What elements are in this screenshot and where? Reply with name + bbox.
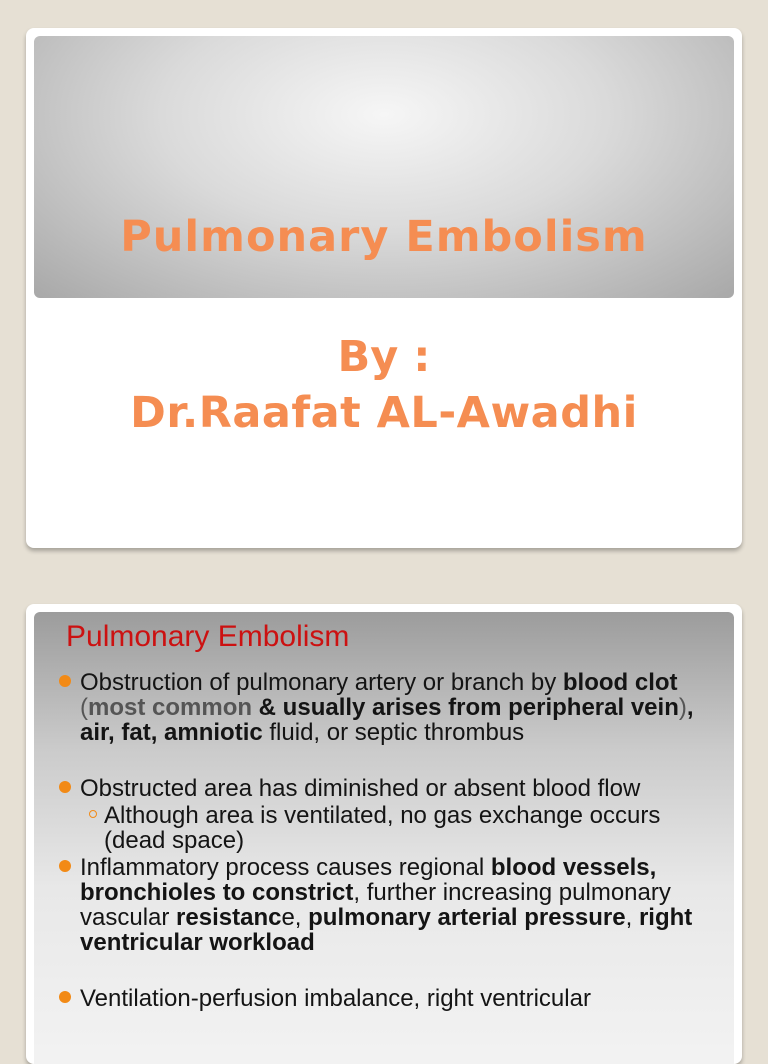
bullet-text: Ventilation-perfusion imbalance, right ventricular [80, 985, 591, 1012]
bullet-text: , further increasing pulmonary vascular [80, 879, 671, 931]
bullet-icon [59, 675, 71, 687]
bold-text: , air, fat, amniotic [80, 694, 694, 746]
sub-bullet-text: Although area is ventilated, no gas exchange occurs (dead space) [104, 802, 661, 854]
sub-bullet-list [80, 803, 726, 853]
bold-text: blood clot [562, 669, 678, 696]
bullet-text: Obstructed area has diminished or absent blood flow [80, 775, 641, 802]
bullet-text: Inflammatory process causes regional [80, 854, 491, 881]
bullet-text: , [625, 904, 639, 931]
bold-gray-text: most common [88, 694, 253, 721]
bullet-item [56, 855, 726, 955]
bullet-icon [59, 781, 71, 793]
content-slide [26, 604, 742, 1064]
bullet-text: e, [281, 904, 309, 931]
paren-close: ) [678, 694, 687, 721]
bullet-item [56, 986, 726, 1011]
by-label: By : [337, 332, 431, 382]
bold-text: pulmonary arterial pressure [308, 904, 626, 931]
author-name: Dr.Raafat AL-Awadhi [130, 388, 638, 438]
sub-bullet-icon [89, 810, 97, 818]
paren-open: ( [80, 694, 88, 721]
bullet-item [56, 670, 726, 745]
bold-text: & usually arises from peripheral vein [252, 694, 679, 721]
bullet-icon [59, 991, 71, 1003]
bullet-list [56, 670, 726, 1011]
slide-heading: Pulmonary Embolism [66, 620, 350, 653]
bold-text: blood vessels, bronchioles to constrict [80, 854, 657, 906]
bullet-item [56, 776, 726, 853]
bold-text: right ventricular workload [80, 904, 693, 956]
title-slide [26, 28, 742, 548]
bullet-text: Obstruction of pulmonary artery or branch by [80, 669, 563, 696]
sub-bullet-item [80, 803, 726, 853]
slide-title: Pulmonary Embolism [120, 212, 648, 262]
bold-text: resistanc [176, 904, 282, 931]
bullet-text: fluid, or septic thrombus [262, 719, 525, 746]
bullet-icon [59, 860, 71, 872]
